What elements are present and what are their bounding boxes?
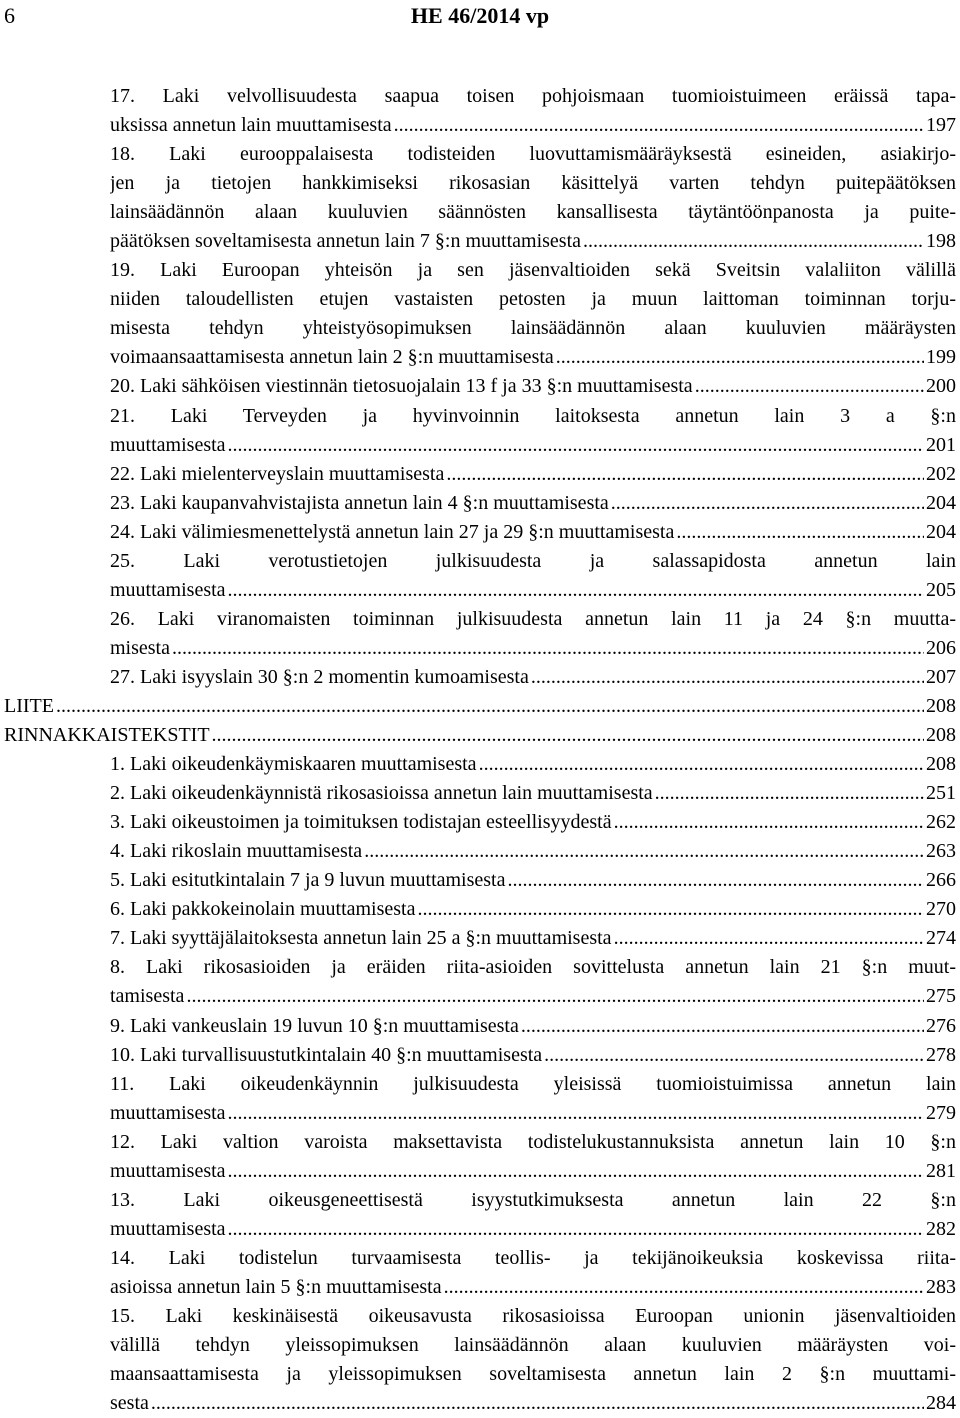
toc-page-number: 274 (926, 927, 956, 950)
toc-entry-line (110, 1244, 956, 1273)
toc-entry-last-line (110, 460, 956, 489)
toc-page-number: 266 (926, 869, 956, 892)
toc-entry-last-line (110, 1041, 956, 1070)
toc-entry[interactable] (4, 808, 956, 837)
toc-entry-last-line (110, 518, 956, 547)
toc-entry[interactable] (4, 605, 956, 663)
toc-entry-text: päätöksen soveltamisesta annetun lain 7 §:n muuttamisesta (110, 230, 582, 253)
toc-entry-text: tamisesta (110, 985, 185, 1008)
toc-entry[interactable] (4, 866, 956, 895)
toc-entry-line (110, 140, 956, 169)
toc-page-number: 204 (926, 491, 956, 514)
toc-page-number: 198 (926, 230, 956, 253)
toc-entry-text: muuttamisesta (110, 433, 226, 456)
toc-entry-text: 26. Laki viranomaisten toiminnan julkisuudesta annetun lain 11 ja 24 §:n muutta- (110, 607, 956, 630)
toc-entry-last-line (110, 982, 956, 1011)
dot-leader (655, 779, 924, 808)
toc-entry-text: 8. Laki rikosasioiden ja eräiden riita-asioiden sovittelusta annetun lain 21 §:n muut- (110, 956, 956, 979)
toc-entry-last-line (110, 111, 956, 140)
toc-page-number: 208 (926, 724, 956, 747)
toc-entry-line (110, 256, 956, 285)
toc-entry-last-line (110, 837, 956, 866)
toc-entry-text: 10. Laki turvallisuustutkintalain 40 §:n muuttamisesta (110, 1043, 543, 1066)
toc-entry-text: 9. Laki vankeuslain 19 luvun 10 §:n muuttamisesta (110, 1014, 519, 1037)
toc-entry[interactable] (4, 692, 956, 721)
dot-leader (614, 808, 924, 837)
dot-leader (508, 866, 925, 895)
toc-page-number: 197 (926, 114, 956, 137)
toc-entry-last-line (110, 431, 956, 460)
toc-entry-last-line (110, 924, 956, 953)
toc-entry-line (110, 198, 956, 227)
toc-page-number: 201 (926, 433, 956, 456)
toc-entry-last-line (110, 576, 956, 605)
toc-page-number: 281 (926, 1159, 956, 1182)
toc-entry[interactable] (4, 82, 956, 140)
toc-entry-last-line (110, 1099, 956, 1128)
toc-entry-last-line (110, 1273, 956, 1302)
toc-entry[interactable] (4, 140, 956, 256)
dot-leader (212, 721, 924, 750)
toc-entry-line (110, 402, 956, 431)
toc-entry-text: 7. Laki syyttäjälaitoksesta annetun lain 25 a §:n muuttamisesta (110, 927, 612, 950)
toc-entry-text: maansaattamisesta ja yleissopimuksen soveltamisesta annetun lain 2 §:n muuttami- (110, 1363, 956, 1386)
toc-entry-text: 23. Laki kaupanvahvistajista annetun lain 4 §:n muuttamisesta (110, 491, 609, 514)
toc-entry-line (110, 285, 956, 314)
toc-entry[interactable] (4, 953, 956, 1011)
dot-leader (444, 1273, 924, 1302)
dot-leader (521, 1012, 924, 1041)
toc-entry-last-line (110, 779, 956, 808)
toc-page-number: 262 (926, 811, 956, 834)
toc-entry-text: misesta (110, 636, 170, 659)
toc-entry-text: muuttamisesta (110, 1159, 226, 1182)
toc-entry-text: 21. Laki Terveyden ja hyvinvoinnin laitoksesta annetun lain 3 a §:n (110, 404, 956, 427)
toc-entry-text: 1. Laki oikeudenkäymiskaaren muuttamisesta (110, 753, 477, 776)
toc-entry-last-line (110, 895, 956, 924)
toc-page-number: 200 (926, 375, 956, 398)
toc-entry-line (110, 169, 956, 198)
toc-page-number: 263 (926, 840, 956, 863)
toc-entry[interactable] (4, 1244, 956, 1302)
toc-entry-last-line (110, 634, 956, 663)
toc-entry[interactable] (4, 924, 956, 953)
toc-page-number: 270 (926, 898, 956, 921)
toc-entry[interactable] (4, 372, 956, 401)
toc-entry-last-line (110, 663, 956, 692)
toc-entry-text: 27. Laki isyyslain 30 §:n 2 momentin kumoamisesta (110, 665, 529, 688)
toc-entry-text: muuttamisesta (110, 1217, 226, 1240)
dot-leader (228, 1099, 924, 1128)
toc-entry-line (110, 1070, 956, 1099)
toc-entry-text: voimaansaattamisesta annetun lain 2 §:n muuttamisesta (110, 346, 554, 369)
toc-page-number: 199 (926, 346, 956, 369)
dot-leader (418, 895, 925, 924)
toc-entry-last-line (110, 750, 956, 779)
dot-leader (172, 634, 924, 663)
toc-page-number: 205 (926, 578, 956, 601)
toc-entry-text: välillä tehdyn yleissopimuksen lainsäädännön alaan kuuluvien määräysten voi- (110, 1334, 956, 1357)
toc-page-number: 284 (926, 1392, 956, 1415)
toc-entry-text: 2. Laki oikeudenkäynnistä rikosasioissa annetun lain muuttamisesta (110, 782, 653, 805)
toc-entry-last-line (110, 1389, 956, 1418)
toc-entry-last-line (110, 1012, 956, 1041)
dot-leader (228, 576, 924, 605)
dot-leader (228, 431, 924, 460)
table-of-contents (4, 82, 956, 1418)
document-id: HE 46/2014 vp (410, 3, 550, 28)
toc-page-number: 208 (926, 694, 956, 717)
toc-entry[interactable] (4, 1012, 956, 1041)
dot-leader (479, 750, 924, 779)
toc-entry[interactable] (4, 895, 956, 924)
toc-entry-last-line (110, 227, 956, 256)
toc-entry-line (110, 605, 956, 634)
toc-entry-text: uksissa annetun lain muuttamisesta (110, 114, 392, 137)
page-header (0, 2, 960, 32)
toc-entry-line (110, 1360, 956, 1389)
toc-entry[interactable] (4, 663, 956, 692)
toc-entry-text: 14. Laki todistelun turvaamisesta teollis- ja tekijänoikeuksia koskevissa riita- (110, 1246, 956, 1269)
dot-leader (228, 1157, 924, 1186)
toc-page-number: 278 (926, 1043, 956, 1066)
toc-entry-text: sesta (110, 1392, 149, 1415)
toc-entry[interactable] (4, 460, 956, 489)
toc-entry-text: muuttamisesta (110, 1101, 226, 1124)
toc-entry-last-line (110, 372, 956, 401)
toc-entry-text: 4. Laki rikoslain muuttamisesta (110, 840, 363, 863)
toc-entry[interactable] (4, 547, 956, 605)
toc-entry-text: 22. Laki mielenterveyslain muuttamisesta (110, 462, 445, 485)
toc-entry-text: 24. Laki välimiesmenettelystä annetun lain 27 ja 29 §:n muuttamisesta (110, 520, 675, 543)
toc-entry[interactable] (4, 837, 956, 866)
toc-page-number: 206 (926, 636, 956, 659)
toc-entry[interactable] (4, 750, 956, 779)
toc-entry-text: LIITE (4, 694, 54, 717)
toc-entry-text: 3. Laki oikeustoimen ja toimituksen todistajan esteellisyydestä (110, 811, 612, 834)
toc-page-number: 251 (926, 782, 956, 805)
toc-entry-text: misesta tehdyn yhteistyösopimuksen lainsäädännön alaan kuuluvien määräysten (110, 317, 956, 340)
toc-entry-line (110, 547, 956, 576)
toc-entry[interactable] (4, 256, 956, 372)
dot-leader (228, 1215, 924, 1244)
toc-entry-text: 18. Laki eurooppalaisesta todisteiden luovuttamismääräyksestä esineiden, asiakirjo- (110, 143, 956, 166)
toc-entry-last-line (4, 721, 956, 750)
toc-entry-line (110, 1331, 956, 1360)
toc-entry-last-line (4, 692, 956, 721)
toc-entry-text: muuttamisesta (110, 578, 226, 601)
toc-entry-last-line (110, 1215, 956, 1244)
toc-entry-last-line (110, 808, 956, 837)
toc-page-number: 207 (926, 665, 956, 688)
toc-entry-last-line (110, 489, 956, 518)
toc-entry[interactable] (4, 489, 956, 518)
toc-page-number: 279 (926, 1101, 956, 1124)
toc-entry-text: 19. Laki Euroopan yhteisön ja sen jäsenvaltioiden sekä Sveitsin valaliiton välillä (110, 259, 956, 282)
toc-entry-line (110, 1128, 956, 1157)
toc-entry[interactable] (4, 1128, 956, 1186)
toc-entry-line (110, 314, 956, 343)
toc-page-number: 202 (926, 462, 956, 485)
toc-entry-line (110, 953, 956, 982)
toc-entry-text: 20. Laki sähköisen viestinnän tietosuojalain 13 f ja 33 §:n muuttamisesta (110, 375, 693, 398)
toc-entry[interactable] (4, 518, 956, 547)
dot-leader (56, 692, 924, 721)
toc-entry-text: 6. Laki pakkokeinolain muuttamisesta (110, 898, 416, 921)
toc-entry-line (110, 1302, 956, 1331)
dot-leader (151, 1389, 924, 1418)
toc-page-number: 204 (926, 520, 956, 543)
toc-entry-text: lainsäädännön alaan kuuluvien säännösten kansallisesta täytäntöönpanosta ja puite- (110, 201, 956, 224)
toc-entry[interactable] (4, 402, 956, 460)
toc-entry[interactable] (4, 721, 956, 750)
toc-entry-text: niiden taloudellisten etujen vastaisten petosten ja muun laittoman toiminnan torju- (110, 288, 956, 311)
dot-leader (531, 663, 924, 692)
dot-leader (614, 924, 924, 953)
dot-leader (583, 227, 924, 256)
dot-leader (394, 111, 924, 140)
toc-page-number: 275 (926, 985, 956, 1008)
dot-leader (676, 518, 924, 547)
toc-entry-last-line (110, 343, 956, 372)
toc-entry-text: 5. Laki esitutkintalain 7 ja 9 luvun muuttamisesta (110, 869, 506, 892)
dot-leader (611, 489, 924, 518)
toc-entry-text: 17. Laki velvollisuudesta saapua toisen pohjoismaan tuomioistuimeen eräissä tapa- (110, 85, 956, 107)
toc-entry[interactable] (4, 1302, 956, 1418)
dot-leader (186, 982, 924, 1011)
toc-entry-text: 15. Laki keskinäisestä oikeusavusta rikosasioissa Euroopan unionin jäsenvaltioiden (110, 1304, 956, 1327)
dot-leader (544, 1041, 924, 1070)
toc-page-number: 208 (926, 753, 956, 776)
toc-entry-text: 12. Laki valtion varoista maksettavista todistelukustannuksista annetun lain 10 §:n (110, 1130, 956, 1153)
dot-leader (556, 343, 924, 372)
toc-entry-last-line (110, 1157, 956, 1186)
dot-leader (695, 372, 924, 401)
toc-page-number: 282 (926, 1217, 956, 1240)
toc-page-number: 276 (926, 1014, 956, 1037)
toc-entry-last-line (110, 866, 956, 895)
toc-entry-line (110, 82, 956, 111)
toc-entry[interactable] (4, 1070, 956, 1128)
toc-entry-text: 13. Laki oikeusgeneettisestä isyystutkimuksesta annetun lain 22 §:n (110, 1188, 956, 1211)
toc-entry[interactable] (4, 1041, 956, 1070)
toc-entry-text: 25. Laki verotustietojen julkisuudesta ja salassapidosta annetun lain (110, 549, 956, 572)
toc-entry-text: RINNAKKAISTEKSTIT (4, 724, 210, 747)
page-number: 6 (4, 3, 15, 28)
toc-entry[interactable] (4, 1186, 956, 1244)
toc-entry-line (110, 1186, 956, 1215)
toc-entry-text: asioissa annetun lain 5 §:n muuttamisesta (110, 1275, 442, 1298)
toc-entry-text: 11. Laki oikeudenkäynnin julkisuudesta yleisissä tuomioistuimissa annetun lain (110, 1072, 956, 1095)
dot-leader (364, 837, 924, 866)
toc-entry[interactable] (4, 779, 956, 808)
dot-leader (446, 460, 924, 489)
toc-entry-text: jen ja tietojen hankkimiseksi rikosasian käsittelyä varten tehdyn puitepäätöksen (110, 172, 956, 195)
toc-page-number: 283 (926, 1275, 956, 1298)
